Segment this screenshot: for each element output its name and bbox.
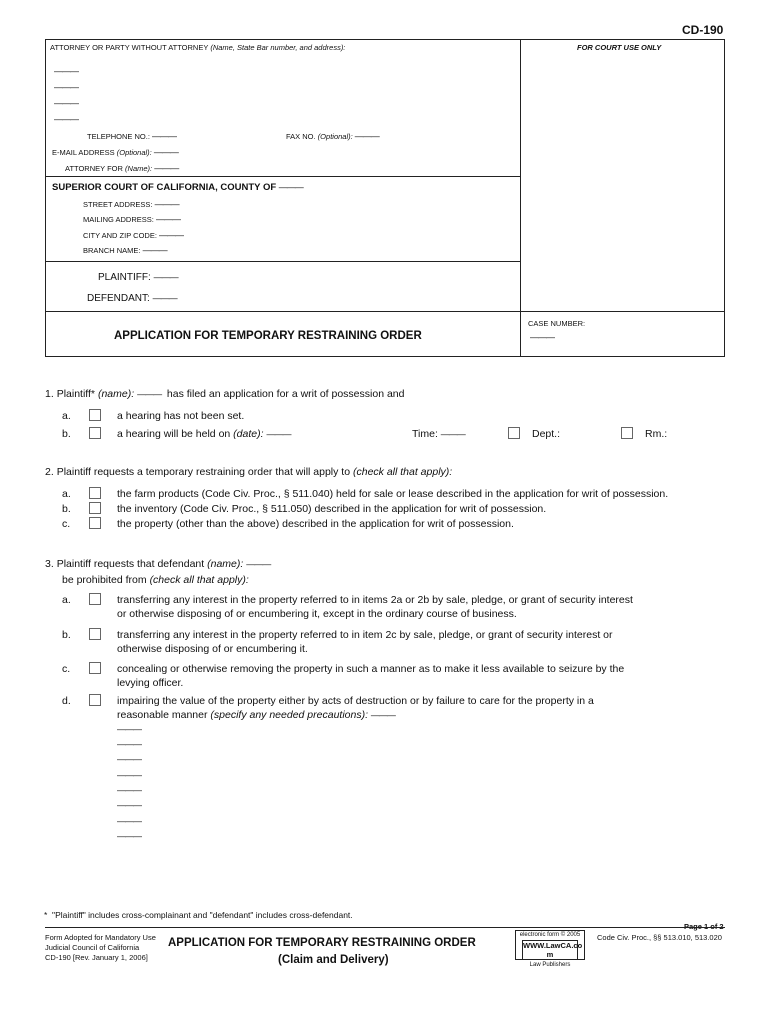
footnote: * "Plaintiff" includes cross-complainant and "defendant" includes cross-defendant. <box>44 910 353 920</box>
precaution-line-5[interactable]: ——— <box>117 785 141 795</box>
item-1a-checkbox[interactable] <box>89 409 101 421</box>
court-county-row[interactable]: SUPERIOR COURT OF CALIFORNIA, COUNTY OF ——— <box>52 182 303 193</box>
item-3c-letter: c. <box>62 663 71 675</box>
footer-title: APPLICATION FOR TEMPORARY RESTRAINING ORDER <box>168 937 476 949</box>
caption-box <box>45 39 725 357</box>
footer-subtitle: (Claim and Delivery) <box>278 954 389 966</box>
attorney-line-2[interactable]: ——— <box>54 82 78 92</box>
item-3b-line2: otherwise disposing of or encumbering it. <box>117 643 308 655</box>
item-3a-line2: or otherwise disposing of or encumbering it, except in the ordinary course of business. <box>117 608 517 620</box>
item-3a-checkbox[interactable] <box>89 593 101 605</box>
telephone-row[interactable]: TELEPHONE NO.: ——— <box>87 131 177 141</box>
case-number-value[interactable]: ——— <box>530 332 554 342</box>
case-number-label: CASE NUMBER: <box>528 319 586 328</box>
defendant-row[interactable]: DEFENDANT: ——— <box>87 293 177 304</box>
item-3c-checkbox[interactable] <box>89 662 101 674</box>
attorney-for-row[interactable]: ATTORNEY FOR (Name): ——— <box>65 163 179 173</box>
title-divider <box>520 311 521 357</box>
mailing-row[interactable]: MAILING ADDRESS: ——— <box>83 214 180 224</box>
fax-row[interactable]: FAX NO. (Optional): ——— <box>286 131 379 141</box>
plaintiff-row[interactable]: PLAINTIFF: ——— <box>98 272 178 283</box>
dept-label: Dept.: <box>532 428 561 440</box>
rule-attorney <box>45 176 520 177</box>
footer-rule <box>45 927 725 928</box>
item-2a-letter: a. <box>62 488 71 500</box>
code-citation: Code Civ. Proc., §§ 513.010, 513.020 <box>597 933 722 942</box>
item-3d-line1: impairing the value of the property either by acts of destruction or by failure to care for the property in a <box>117 695 594 707</box>
form-number: CD-190 <box>682 23 724 37</box>
item-2b-text: the inventory (Code Civ. Proc., § 511.050) described in the application for writ of possession. <box>117 503 547 515</box>
dept-checkbox[interactable] <box>508 427 520 439</box>
item-1b-text[interactable]: a hearing will be held on (date): ——— <box>117 428 291 440</box>
attorney-line-4[interactable]: ——— <box>54 114 78 124</box>
item-3a-line1: transferring any interest in the property referred to in items 2a or 2b by sale, pledge, or grant of security interest <box>117 594 633 606</box>
item-3d-checkbox[interactable] <box>89 694 101 706</box>
item-2a-text: the farm products (Code Civ. Proc., § 511.040) held for sale or lease described in the application for writ of possession. <box>117 488 669 500</box>
item-3a-letter: a. <box>62 594 71 606</box>
item-2c-text: the property (other than the above) described in the application for writ of possession. <box>117 518 514 530</box>
branch-row[interactable]: BRANCH NAME: ——— <box>83 245 167 255</box>
form-title: APPLICATION FOR TEMPORARY RESTRAINING ORDER <box>114 330 422 342</box>
item-2b-checkbox[interactable] <box>89 502 101 514</box>
attorney-line-1[interactable]: ——— <box>54 66 78 76</box>
item-3b-checkbox[interactable] <box>89 628 101 640</box>
item-1b-letter: b. <box>62 428 71 440</box>
precaution-line-2[interactable]: ——— <box>117 739 141 749</box>
item-3b-line1: transferring any interest in the property referred to in item 2c by sale, pledge, or grant of security interest or <box>117 629 613 641</box>
item-2b-letter: b. <box>62 503 71 515</box>
precaution-line-8[interactable]: ——— <box>117 831 141 841</box>
precaution-line-6[interactable]: ——— <box>117 800 141 810</box>
rule-court <box>45 261 520 262</box>
rule-parties <box>45 311 725 312</box>
court-use-label: FOR COURT USE ONLY <box>577 43 662 52</box>
publisher-stamp: electronic form © 2005 WWW.LawCA.co m Law Publishers <box>515 930 585 960</box>
attorney-line-3[interactable]: ——— <box>54 98 78 108</box>
precaution-line-1[interactable]: ——— <box>117 724 141 734</box>
attorney-label: ATTORNEY OR PARTY WITHOUT ATTORNEY (Name, State Bar number, and address): <box>50 43 346 52</box>
item-3[interactable]: 3. Plaintiff requests that defendant (name): ——— <box>45 558 271 570</box>
email-row[interactable]: E-MAIL ADDRESS (Optional): ——— <box>52 147 178 157</box>
item-1b-checkbox[interactable] <box>89 427 101 439</box>
adopted-block: Form Adopted for Mandatory Use Judicial Council of California CD-190 [Rev. January 1, 2006] <box>45 933 156 962</box>
street-row[interactable]: STREET ADDRESS: ——— <box>83 199 179 209</box>
city-row[interactable]: CITY AND ZIP CODE: ——— <box>83 230 183 240</box>
caption-divider <box>520 39 521 311</box>
item-1a-text: a hearing has not been set. <box>117 410 245 422</box>
item-3-subtext: be prohibited from (check all that apply): <box>62 574 249 586</box>
item-2a-checkbox[interactable] <box>89 487 101 499</box>
rm-label: Rm.: <box>645 428 668 440</box>
item-2c-checkbox[interactable] <box>89 517 101 529</box>
item-3d-letter: d. <box>62 695 71 707</box>
time-field[interactable]: Time: ——— <box>412 428 465 440</box>
item-3c-line2: levying officer. <box>117 677 184 689</box>
precaution-line-4[interactable]: ——— <box>117 770 141 780</box>
item-1a-letter: a. <box>62 410 71 422</box>
precaution-line-3[interactable]: ——— <box>117 754 141 764</box>
item-2c-letter: c. <box>62 518 71 530</box>
item-3c-line1: concealing or otherwise removing the property in such a manner as to make it less available to seizure by the <box>117 663 625 675</box>
item-1: 1. Plaintiff* (name): ——— has filed an application for a writ of possession and <box>45 388 405 400</box>
item-3d-line2[interactable]: reasonable manner (specify any needed precautions): ——— <box>117 709 395 721</box>
precaution-line-7[interactable]: ——— <box>117 816 141 826</box>
item-2: 2. Plaintiff requests a temporary restraining order that will apply to (check all that apply): <box>45 466 453 478</box>
rm-checkbox[interactable] <box>621 427 633 439</box>
item-3b-letter: b. <box>62 629 71 641</box>
